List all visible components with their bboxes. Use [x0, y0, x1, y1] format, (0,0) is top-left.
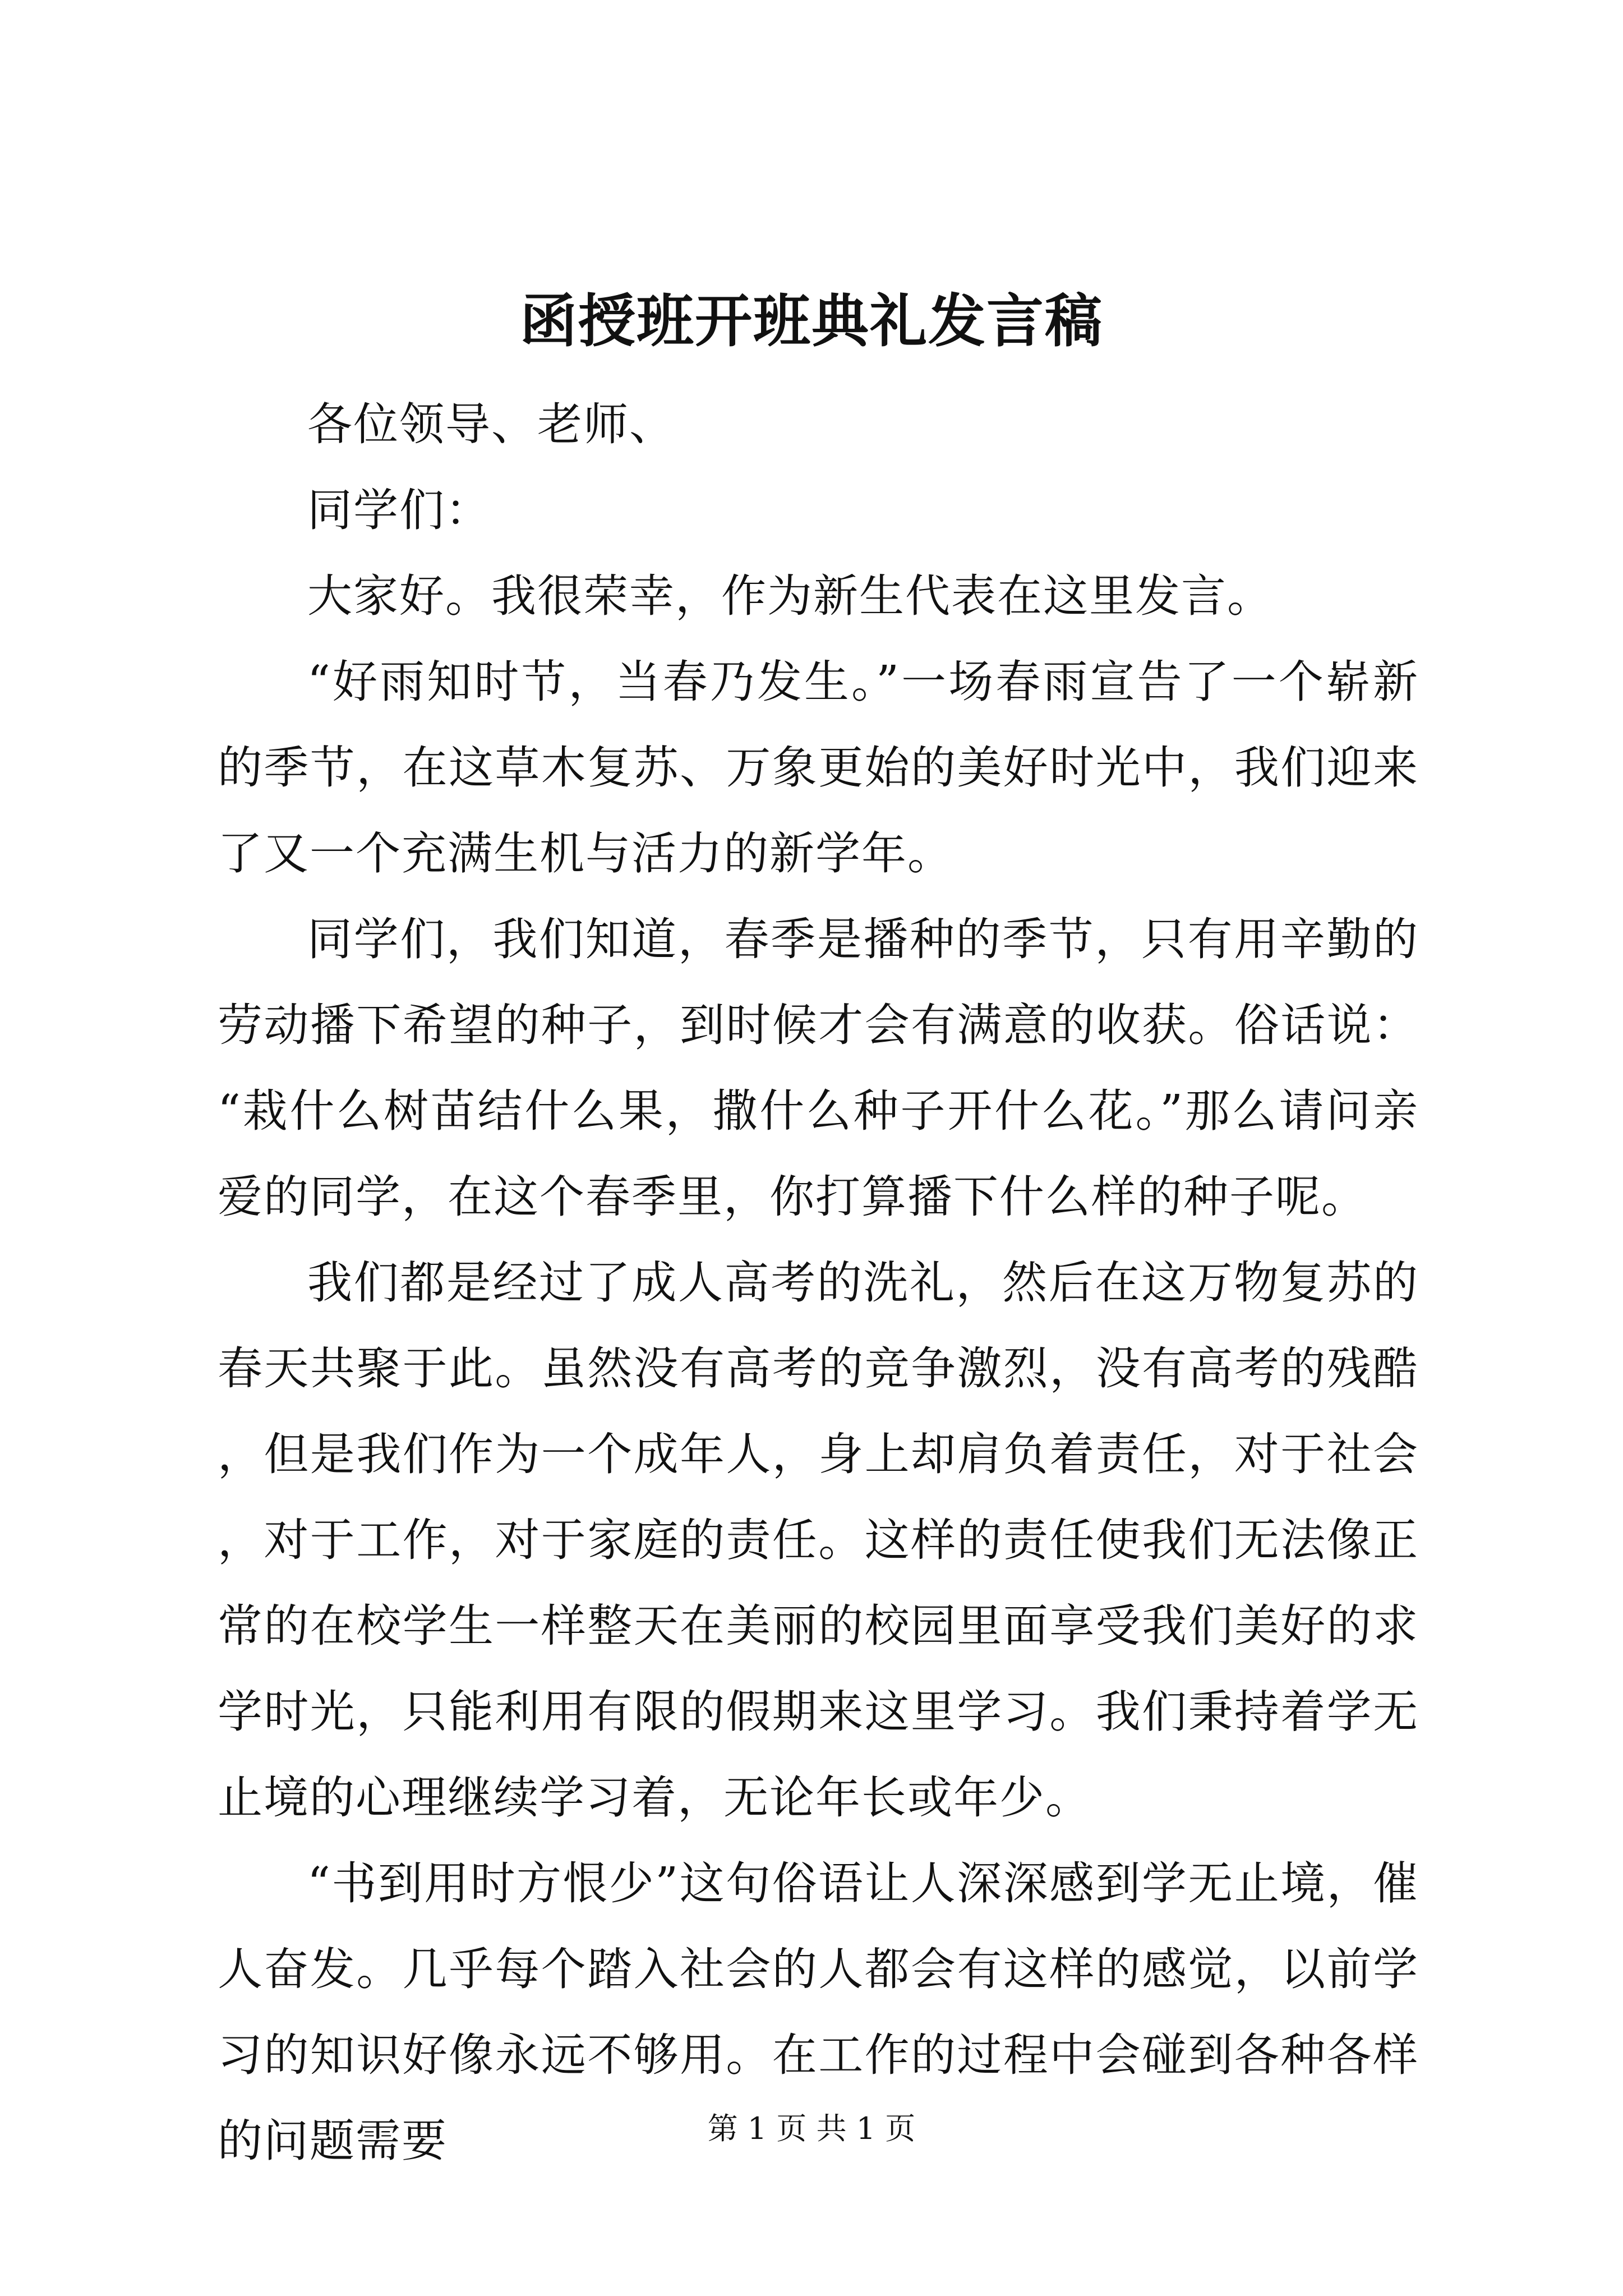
document-title: 函授班开班典礼发言稿 [520, 288, 1103, 355]
paragraph-sowing-season: 同学们，我们知道，春季是播种的季节，只有用辛勤的劳动播下希望的种子，到时候才会有满意的收获。俗话说：“栽什么树苗结什么果，撒什么种子开什么花。”那么请问亲爱的同学，在这个春季里，你打算播下什么样的种子呢。 [218, 913, 1419, 1223]
paragraph-greeting: 大家好。我很荣幸，作为新生代表在这里发言。 [307, 570, 1273, 622]
page-number-footer: 第 1 页 共 1 页 [707, 2111, 916, 2146]
paragraph-salutation-2: 同学们： [307, 484, 491, 536]
paragraph-adult-exam: 我们都是经过了成人高考的洗礼，然后在这万物复苏的春天共聚于此。虽然没有高考的竞争激烈，没有高考的残酷，但是我们作为一个成年人，身上却肩负着责任，对于社会，对于工作，对于家庭的责任。这样的责任使我们无法像正常的在校学生一样整天在美丽的校园里面享受我们美好的求学时光，只能利用有限的假期来这里学习。我们秉持着学无止境的心理继续学习着，无论年长或年少。 [218, 1257, 1419, 1824]
paragraph-lifelong-learning: “书到用时方恨少”这句俗语让人深深感到学无止境，催人奋发。几乎每个踏入社会的人都会有这样的感觉，以前学习的知识好像永远不够用。在工作的过程中会碰到各种各样的问题需要 [218, 1857, 1419, 2167]
paragraph-salutation-1: 各位领导、老师、 [307, 398, 675, 450]
paragraph-spring-rain: “好雨知时节，当春乃发生。”一场春雨宣告了一个崭新的季节，在这草木复苏、万象更始的美好时光中，我们迎来了又一个充满生机与活力的新学年。 [218, 656, 1419, 880]
document-body [218, 381, 1419, 2184]
